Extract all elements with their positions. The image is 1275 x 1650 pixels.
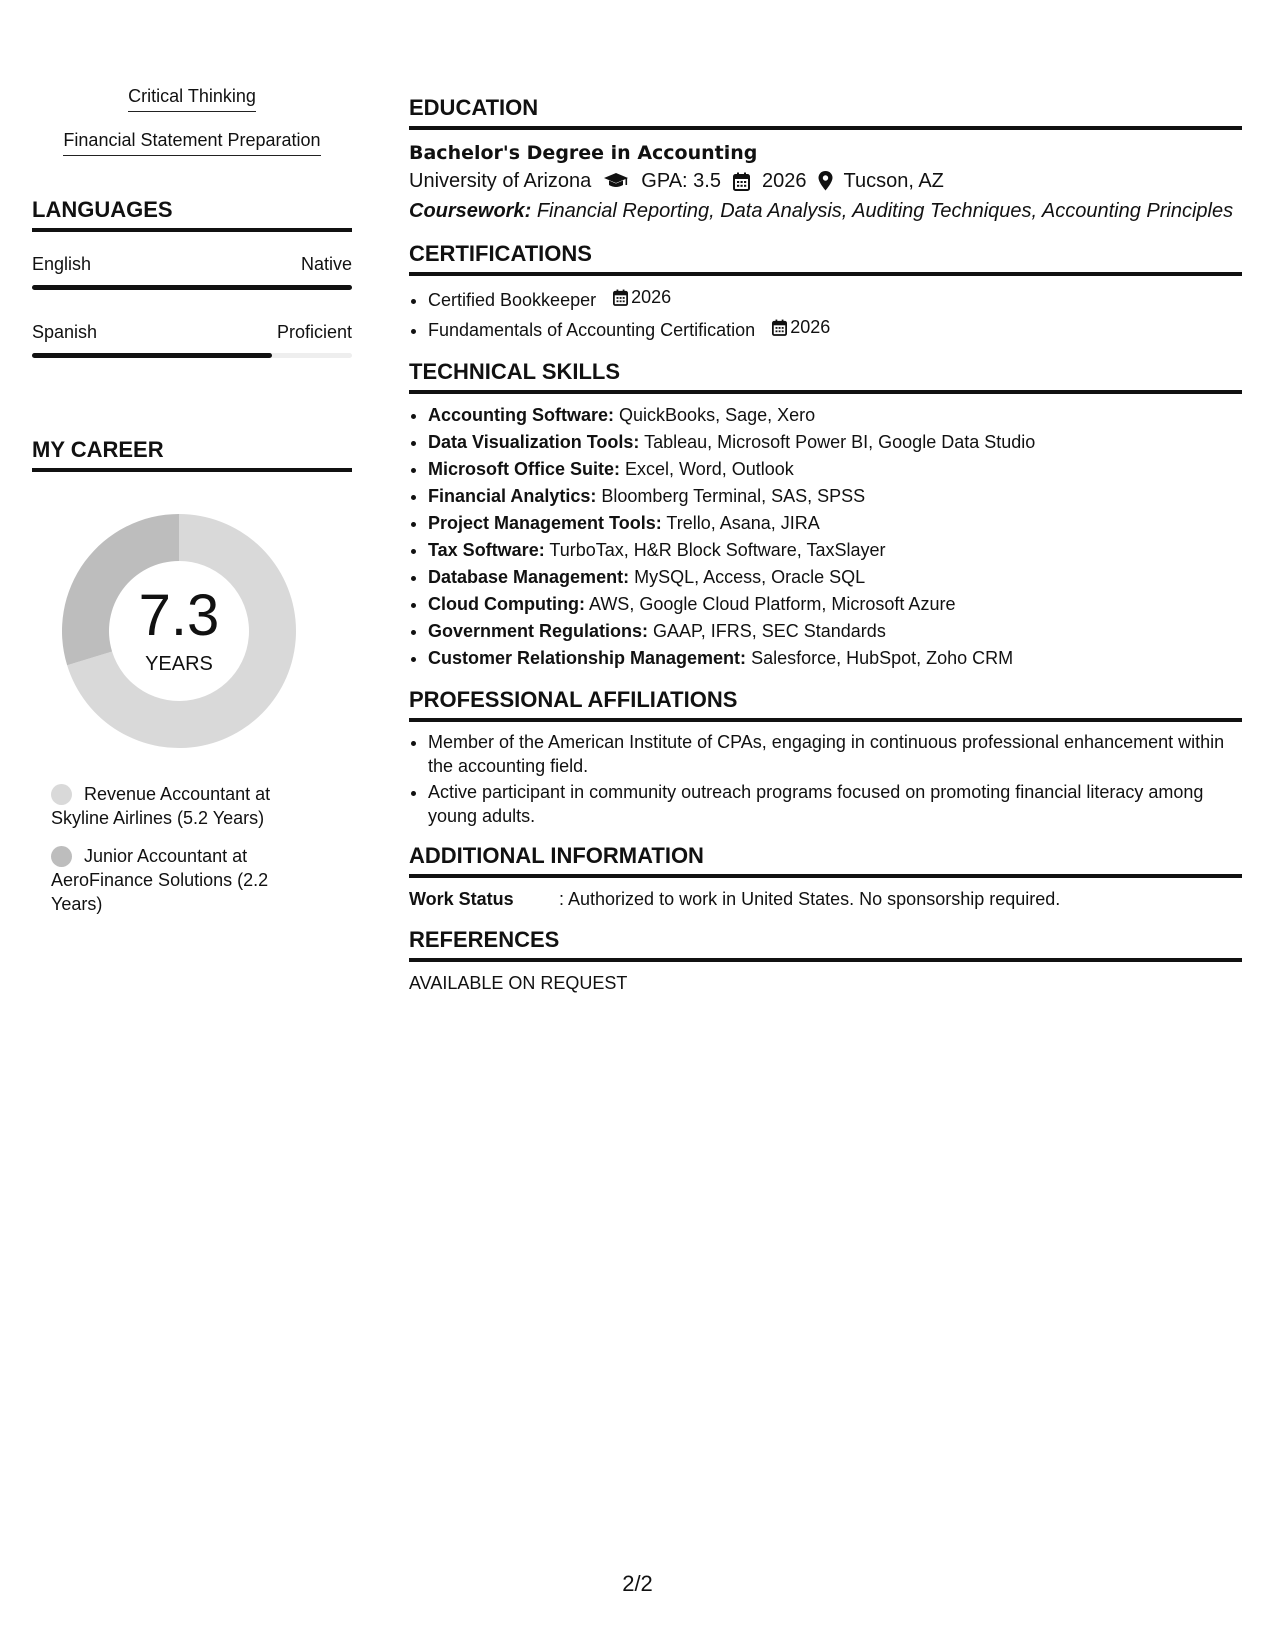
language-bar-fill	[32, 285, 352, 290]
languages-section	[32, 196, 352, 358]
skill-tag: Financial Statement Preparation	[63, 128, 320, 156]
graduation-cap-icon	[603, 172, 629, 190]
skill-values: MySQL, Access, Oracle SQL	[634, 567, 866, 587]
skill-item	[428, 645, 1242, 672]
affiliations-section	[409, 686, 1242, 828]
skill-values: AWS, Google Cloud Platform, Microsoft Azure	[588, 594, 956, 614]
skill-item	[428, 591, 1242, 618]
skill-values: QuickBooks, Sage, Xero	[619, 405, 816, 425]
certification-name: Fundamentals of Accounting Certification	[428, 320, 756, 340]
skill-item	[428, 402, 1242, 429]
skill-category: Accounting Software:	[428, 405, 615, 425]
language-level: Native	[300, 254, 352, 274]
skill-category: Tax Software:	[428, 540, 545, 560]
language-bar	[32, 353, 352, 358]
skill-item	[428, 429, 1242, 456]
skill-category: Cloud Computing:	[428, 594, 585, 614]
skill-values: Bloomberg Terminal, SAS, SPSS	[601, 486, 866, 506]
certifications-section	[409, 240, 1242, 344]
references-text: AVAILABLE ON REQUEST	[409, 973, 628, 993]
affiliations-heading: PROFESSIONAL AFFILIATIONS	[409, 686, 1242, 722]
skill-category: Data Visualization Tools:	[428, 432, 640, 452]
languages-heading: LANGUAGES	[32, 196, 352, 232]
skill-category: Database Management:	[428, 567, 630, 587]
skill-values: Trello, Asana, JIRA	[666, 513, 820, 533]
technical-skills-list	[409, 402, 1242, 672]
education-section	[409, 94, 1242, 226]
coursework-value: Financial Reporting, Data Analysis, Auditing Techniques, Accounting Principles	[536, 200, 1234, 222]
location: Tucson, AZ	[843, 170, 944, 192]
skill-item	[428, 564, 1242, 591]
language-name: Spanish	[32, 322, 98, 342]
career-section	[32, 436, 352, 916]
career-total-years: 7.3	[138, 583, 220, 648]
affiliation-item: • Active participant in community outreach programs focused on promoting financial literacy among young adults.	[428, 780, 1242, 828]
work-status-row	[409, 886, 1242, 912]
skill-values: TurboTax, H&R Block Software, TaxSlayer	[549, 540, 886, 560]
legend-item	[51, 844, 291, 916]
career-donut-chart	[54, 506, 304, 756]
skill-item	[428, 456, 1242, 483]
skill-category: Financial Analytics:	[428, 486, 597, 506]
skills-list	[32, 84, 352, 156]
technical-skills-section	[409, 358, 1242, 672]
affiliation-item: • Member of the American Institute of CPAs, engaging in continuous professional enhancement within the accounting field.	[428, 730, 1242, 778]
legend-dot	[51, 846, 72, 867]
additional-info-section	[409, 842, 1242, 912]
certification-item	[428, 314, 1242, 344]
calendar-icon	[733, 172, 750, 191]
certification-item	[428, 284, 1242, 314]
references-section	[409, 926, 1242, 996]
sidebar	[32, 84, 352, 916]
calendar-icon	[613, 289, 628, 306]
location-pin-icon	[818, 171, 833, 191]
skill-item	[428, 510, 1242, 537]
legend-label: Junior Accountant at AeroFinance Solutions (2.2 Years)	[51, 846, 269, 914]
page-indicator: 2/2	[622, 1571, 653, 1596]
main-content	[409, 94, 1242, 996]
education-heading: EDUCATION	[409, 94, 1242, 130]
affiliations-list	[409, 730, 1242, 828]
career-legend	[51, 782, 291, 916]
language-bar-fill	[32, 353, 272, 358]
technical-skills-heading: TECHNICAL SKILLS	[409, 358, 1242, 394]
skill-tag: Critical Thinking	[128, 84, 256, 112]
skill-category: Project Management Tools:	[428, 513, 662, 533]
language-level: Proficient	[276, 322, 352, 342]
certifications-heading: CERTIFICATIONS	[409, 240, 1242, 276]
coursework	[409, 196, 1242, 226]
coursework-label: Coursework:	[409, 200, 532, 222]
language-item	[32, 252, 352, 290]
language-name: English	[32, 254, 92, 274]
skill-values: Salesforce, HubSpot, Zoho CRM	[751, 648, 1014, 668]
career-heading: MY CAREER	[32, 436, 352, 472]
skill-values: Excel, Word, Outlook	[625, 459, 794, 479]
skill-values: Tableau, Microsoft Power BI, Google Data Studio	[644, 432, 1036, 452]
certification-year: 2026	[631, 287, 672, 307]
career-unit: YEARS	[145, 653, 213, 675]
work-status-label: Work Status	[409, 889, 514, 909]
legend-label: Revenue Accountant at Skyline Airlines (5.2 Years)	[51, 784, 271, 828]
skill-item	[428, 537, 1242, 564]
calendar-icon	[772, 319, 787, 336]
gpa: GPA: 3.5	[641, 170, 721, 192]
legend-item	[51, 782, 291, 830]
certifications-list	[409, 284, 1242, 344]
school-name: University of Arizona	[409, 170, 592, 192]
work-status-value: : Authorized to work in United States. No sponsorship required.	[559, 889, 1061, 909]
certification-name: Certified Bookkeeper	[428, 290, 597, 310]
language-item	[32, 320, 352, 358]
skill-category: Government Regulations:	[428, 621, 649, 641]
skill-category: Microsoft Office Suite:	[428, 459, 621, 479]
references-heading: REFERENCES	[409, 926, 1242, 962]
skill-item	[428, 483, 1242, 510]
legend-dot	[51, 784, 72, 805]
graduation-year: 2026	[761, 170, 807, 192]
language-bar	[32, 285, 352, 290]
education-details	[409, 166, 1242, 196]
certification-year: 2026	[790, 317, 831, 337]
degree-title: Bachelor's Degree in Accounting	[409, 142, 758, 164]
skill-category: Customer Relationship Management:	[428, 648, 747, 668]
skill-item	[428, 618, 1242, 645]
additional-info-heading: ADDITIONAL INFORMATION	[409, 842, 1242, 878]
skill-values: GAAP, IFRS, SEC Standards	[653, 621, 886, 641]
